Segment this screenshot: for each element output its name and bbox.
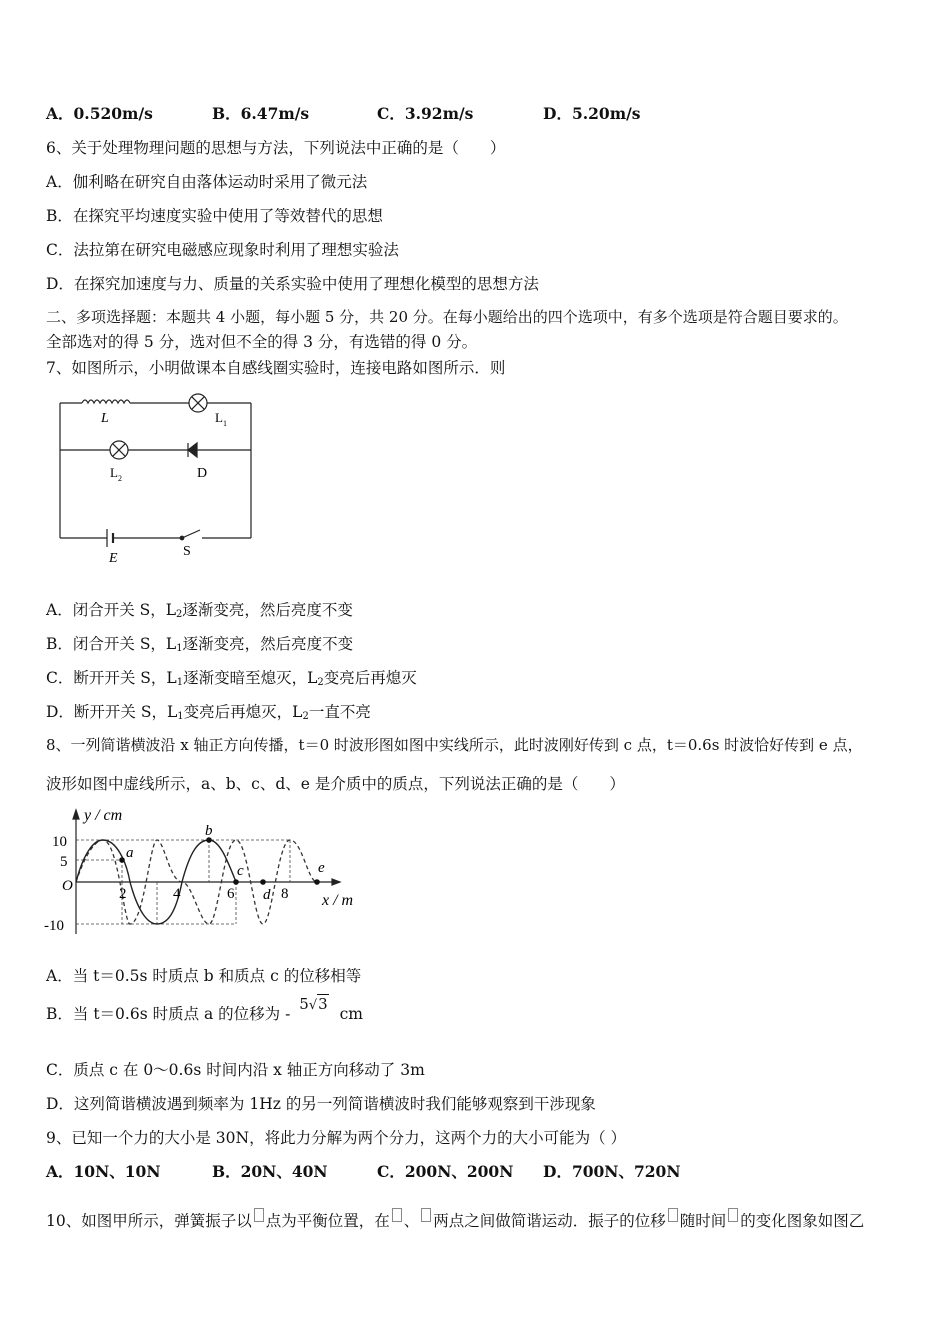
label-d: D — [197, 466, 208, 481]
q7-option-a: A．闭合开关 S，$L_2$逐渐变亮，然后亮度不变 — [46, 601, 353, 620]
x-axis-label: x / m — [322, 892, 354, 909]
q5-option-d: D．5.20m/s — [543, 104, 641, 123]
q5-option-a: A．0.520m/s — [46, 104, 153, 123]
switch-s — [182, 530, 200, 538]
label-e: E — [109, 551, 118, 566]
placeholder-box — [668, 1208, 678, 1222]
label-c: c — [237, 863, 244, 879]
y-axis-label: y / cm — [84, 807, 123, 824]
q6-option-a: A．伽利略在研究自由落体运动时采用了微元法 — [46, 173, 368, 191]
point-c — [233, 879, 239, 885]
label-d: d — [263, 887, 271, 903]
q8-option-b: B．当 t＝0.6s 时质点 a 的位移为 - 5√3 cm — [46, 995, 363, 1023]
placeholder-box — [728, 1208, 738, 1222]
q5-option-c: C．3.92m/s — [377, 104, 474, 123]
q7-option-c: C．断开开关 S，$L_1$逐渐变暗至熄灭，$L_2$变亮后再熄灭 — [46, 669, 417, 688]
label-l2: L — [110, 465, 118, 480]
q6-option-d: D．在探究加速度与力、质量的关系实验中使用了理想化模型的思想方法 — [46, 275, 539, 293]
q7-option-b: B．闭合开关 S，$L_1$逐渐变亮，然后亮度不变 — [46, 635, 354, 654]
y-tick-10: 10 — [52, 834, 67, 850]
label-l: L — [101, 411, 109, 426]
q7-stem: 7、如图所示，小明做课本自感线圈实验时，连接电路如图所示．则 — [46, 359, 506, 377]
label-b: b — [205, 823, 213, 839]
q8-option-a: A．当 t＝0.5s 时质点 b 和质点 c 的位移相等 — [46, 967, 362, 985]
q8-stem-line2: 波形如图中虚线所示，a、b、c、d、e 是介质中的质点，下列说法正确的是（ ） — [46, 775, 625, 793]
point-a — [119, 857, 125, 863]
y-tick-neg10: -10 — [44, 918, 64, 934]
diode-d — [188, 443, 197, 457]
q6-stem: 6、关于处理物理问题的思想与方法，下列说法中正确的是（ ） — [46, 139, 506, 157]
x-tick-4: 4 — [173, 886, 181, 902]
placeholder-box — [392, 1208, 402, 1222]
label-a: a — [126, 845, 134, 861]
label-s: S — [183, 544, 191, 559]
label-l1: L — [215, 410, 223, 425]
q6-option-b: B．在探究平均速度实验中使用了等效替代的思想 — [46, 207, 383, 225]
label-e: e — [318, 860, 325, 876]
y-tick-5: 5 — [60, 854, 68, 870]
q9-option-a: A．10N、10N — [46, 1162, 161, 1181]
q9-option-d: D．700N、720N — [543, 1162, 681, 1181]
q10-stem: 10、如图甲所示，弹簧振子以 点为平衡位置，在 、 两点之间做简谐运动．振子的位移 随时间 的变化图象如图乙 — [46, 1208, 864, 1231]
origin-label: O — [62, 878, 73, 894]
point-e — [314, 879, 320, 885]
x-tick-8: 8 — [281, 886, 289, 902]
q7-circuit-diagram — [55, 388, 265, 568]
q8-stem-line1: 8、一列简谐横波沿 x 轴正方向传播，t＝0 时波形图如图中实线所示，此时波刚好传到 c 点，t＝0.6s 时波恰好传到 e 点， — [46, 736, 863, 754]
label-l2-sub: 2 — [118, 474, 122, 483]
q8-option-c: C．质点 c 在 0～0.6s 时间内沿 x 轴正方向移动了 3m — [46, 1061, 425, 1079]
q5-option-b: B．6.47m/s — [212, 104, 310, 123]
q9-option-b: B．20N、40N — [212, 1162, 328, 1181]
x-tick-6: 6 — [227, 886, 235, 902]
label-l1-sub: 1 — [223, 419, 227, 428]
q7-option-d: D．断开开关 S，$L_1$变亮后再熄灭，$L_2$一直不亮 — [46, 703, 371, 722]
section-2-line2: 全部选对的得 5 分，选对但不全的得 3 分，有选错的得 0 分。 — [46, 333, 478, 351]
x-tick-2: 2 — [119, 886, 127, 902]
placeholder-box — [254, 1208, 264, 1222]
q6-option-c: C．法拉第在研究电磁感应现象时利用了理想实验法 — [46, 241, 399, 259]
inductor-coil — [82, 400, 130, 403]
point-d — [260, 879, 266, 885]
q9-option-c: C．200N、200N — [377, 1162, 514, 1181]
q8-option-d: D．这列简谐横波遇到频率为 1Hz 的另一列简谐横波时我们能够观察到干涉现象 — [46, 1095, 596, 1113]
q8-wave-graph — [40, 802, 370, 950]
section-2-line1: 二、多项选择题：本题共 4 小题，每小题 5 分，共 20 分。在每小题给出的四个选项中，有多个选项是符合题目要求的。 — [46, 308, 848, 326]
q9-stem: 9、已知一个力的大小是 30N，将此力分解为两个分力，这两个力的大小可能为（ ） — [46, 1129, 627, 1147]
placeholder-box — [421, 1208, 431, 1222]
